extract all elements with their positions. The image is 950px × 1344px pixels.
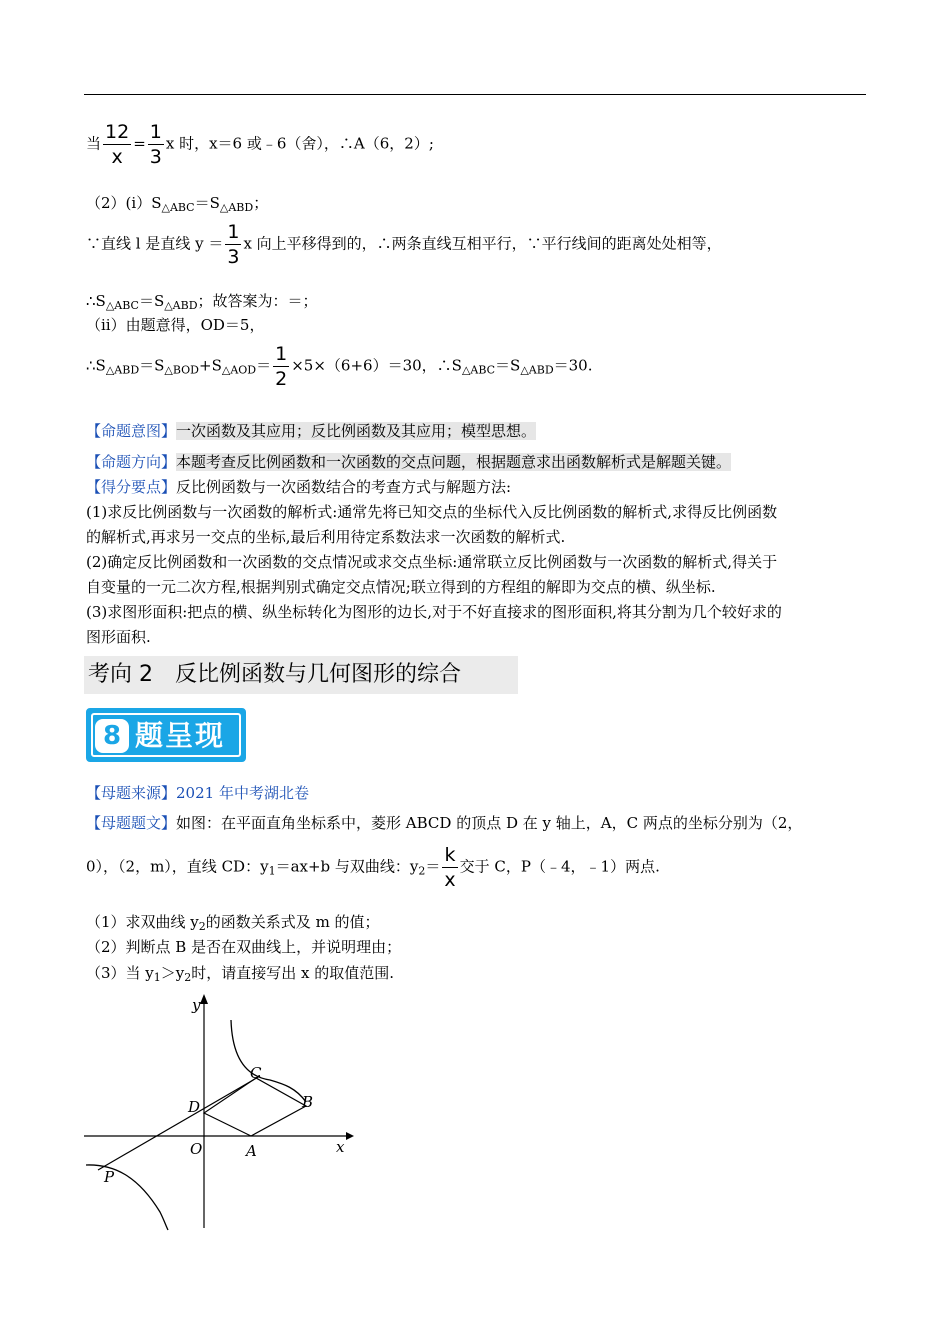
label-d: D xyxy=(188,1098,201,1116)
text: ＝S xyxy=(194,194,220,212)
numerator: 1 xyxy=(149,121,162,143)
text: 时，请直接写出 x 的取值范围. xyxy=(191,964,395,982)
fraction-12-over-x xyxy=(103,120,131,169)
note-text: 一次函数及其应用；反比例函数及其应用；模型思想。 xyxy=(176,422,537,440)
note-point-2a: (2)确定反比例函数和一次函数的交点情况或求交点坐标:通常联立反比例函数与一次函数的解析式,得关于 xyxy=(86,553,778,571)
text: 的函数关系式及 m 的值； xyxy=(205,913,380,931)
solution-line-3 xyxy=(86,220,722,269)
text: ；故答案为：＝； xyxy=(197,292,318,310)
subscript: △ABC xyxy=(105,299,139,312)
tag-label: 【母题题文】 xyxy=(86,814,177,832)
question-2: （2）判断点 B 是否在双曲线上，并说明理由； xyxy=(86,938,402,956)
solution-line-6 xyxy=(86,342,593,391)
text: 当 xyxy=(86,134,102,153)
subscript: △ABC xyxy=(461,363,496,377)
note-intent xyxy=(86,420,536,442)
text: 0），（2，m），直线 CD：y xyxy=(86,857,269,876)
coordinate-figure xyxy=(84,992,364,1232)
subscript: △AOD xyxy=(221,363,257,377)
solution-line-4 xyxy=(86,290,318,317)
label-y: y xyxy=(192,996,201,1014)
label-x: x xyxy=(336,1138,345,1156)
tag-label: 【命题方向】 xyxy=(86,453,177,471)
subscript: △BOD xyxy=(164,363,200,377)
text: ＞y xyxy=(160,964,185,982)
hyperbola-branch-right xyxy=(231,1020,306,1102)
line-cd xyxy=(98,1076,260,1170)
note-text: 反比例函数与一次函数结合的考查方式与解题方法: xyxy=(176,478,512,496)
text: ＝S xyxy=(139,356,165,375)
subscript: 1 xyxy=(268,864,276,878)
note-text: 本题考查反比例函数和一次函数的交点问题，根据题意求出函数解析式是解题关键。 xyxy=(176,453,732,471)
text: ＝S xyxy=(138,292,165,310)
subscript: △ABD xyxy=(520,363,554,377)
header-rule xyxy=(84,94,866,95)
text: （1）求双曲线 y xyxy=(86,913,199,931)
fraction-1-over-3 xyxy=(225,220,241,269)
y-axis-arrow-icon xyxy=(200,994,208,1004)
section-title: 考向 2 反比例函数与几何图形的综合 xyxy=(84,656,518,694)
subscript: 1 xyxy=(153,971,161,984)
body-text: 如图：在平面直角坐标系中，菱形 ABCD 的顶点 D 在 y 轴上，A，C 两点的坐标分别为（2， xyxy=(176,814,803,832)
question-3 xyxy=(86,962,394,989)
note-point-3a: (3)求图形面积:把点的横、纵坐标转化为图形的边长,对于不好直接求的图形面积,将其分割为几个较好求的 xyxy=(86,603,782,621)
banner-text: 题呈现 xyxy=(135,719,226,752)
text: x 向上平移得到的，∴两条直线互相平行，∵平行线间的距离处处相等， xyxy=(243,234,722,253)
label-b: B xyxy=(302,1093,314,1111)
problem-source xyxy=(86,782,309,804)
equals: = xyxy=(133,134,146,153)
subscript: 2 xyxy=(184,971,192,984)
text: ； xyxy=(253,194,269,212)
text: ＝S xyxy=(495,356,521,375)
fraction-k-over-x xyxy=(442,843,457,892)
note-direction xyxy=(86,451,731,473)
label-c: C xyxy=(250,1064,262,1082)
fraction-1-over-2 xyxy=(273,342,289,391)
text: ＝ax+b 与双曲线：y xyxy=(275,857,419,876)
solution-line-5: （ⅱ）由题意得，OD＝5， xyxy=(86,316,265,334)
denominator: x xyxy=(111,146,123,168)
subscript: 2 xyxy=(198,920,206,933)
numerator: k xyxy=(442,843,457,868)
note-point-3b: 图形面积. xyxy=(86,628,151,646)
text: ×5×（6+6）＝30，∴S xyxy=(291,356,462,375)
subscript: △ABD xyxy=(164,299,198,312)
note-points xyxy=(86,476,511,498)
hyperbola-branch-left xyxy=(86,1165,168,1230)
numerator: 12 xyxy=(105,121,130,143)
text: x 时，x＝6 或﹣6（舍），∴A（6，2）; xyxy=(165,134,434,153)
banner-badge-icon: 8 xyxy=(95,719,129,753)
subscript: △ABC xyxy=(161,201,195,214)
equals: ＝ xyxy=(425,857,441,876)
label-a: A xyxy=(246,1142,257,1160)
problem-body-1 xyxy=(86,812,802,834)
subscript: △ABD xyxy=(105,363,140,377)
source-text: 2021 年中考湖北卷 xyxy=(176,784,309,802)
denominator: 3 xyxy=(149,146,162,168)
text: （2）(ⅰ）S xyxy=(86,194,162,212)
note-point-1b: 的解析式,再求另一交点的坐标,最后利用待定系数法求一次函数的解析式. xyxy=(86,528,566,546)
label-p: P xyxy=(104,1168,115,1186)
rhombus-abcd xyxy=(204,1078,306,1136)
question-1 xyxy=(86,911,380,938)
x-axis-arrow-icon xyxy=(346,1132,354,1140)
subscript: △ABD xyxy=(219,201,254,214)
equals: ＝ xyxy=(256,356,272,375)
solution-line-2 xyxy=(86,192,268,219)
solution-line-1 xyxy=(86,120,434,169)
text: ＝30. xyxy=(553,356,593,375)
tag-label: 【命题意图】 xyxy=(86,422,177,440)
label-o: O xyxy=(190,1140,203,1158)
text: ∴S xyxy=(86,356,106,375)
denominator: 3 xyxy=(227,246,240,268)
problem-body-2 xyxy=(86,843,660,892)
numerator: 1 xyxy=(227,221,240,243)
text: ∴S xyxy=(86,292,106,310)
denominator: 2 xyxy=(275,368,288,390)
note-point-1a: (1)求反比例函数与一次函数的解析式:通常先将已知交点的坐标代入反比例函数的解析式,求得反比例函数 xyxy=(86,503,778,521)
tag-label: 【得分要点】 xyxy=(86,478,177,496)
subscript: 2 xyxy=(418,864,426,878)
text: ∵直线 l 是直线 y ＝ xyxy=(86,234,224,253)
text: 交于 C，P（﹣4，﹣1）两点. xyxy=(459,857,660,876)
text: （3）当 y xyxy=(86,964,154,982)
fraction-1-over-3 xyxy=(148,120,164,169)
text: +S xyxy=(199,356,222,375)
numerator: 1 xyxy=(275,343,288,365)
problem-banner xyxy=(86,708,246,762)
denominator: x xyxy=(444,869,456,891)
tag-label: 【母题来源】 xyxy=(86,784,177,802)
note-point-2b: 自变量的一元二次方程,根据判别式确定交点情况;联立得到的方程组的解即为交点的横、纵坐标. xyxy=(86,578,716,596)
